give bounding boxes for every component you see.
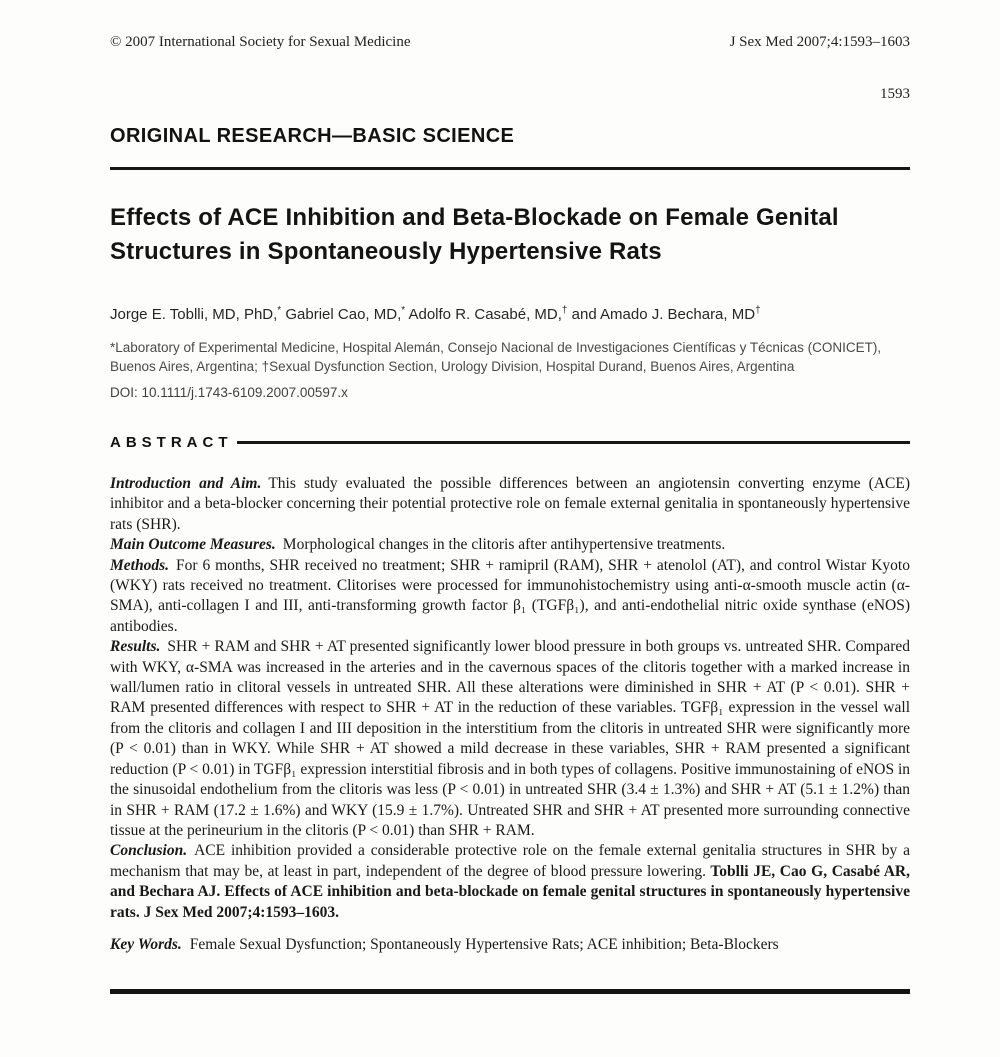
section-heading: ORIGINAL RESEARCH—BASIC SCIENCE [110, 125, 515, 147]
abstract-section-conclusion [110, 841, 910, 923]
abstract-heading-row [110, 434, 910, 451]
article-title: Effects of ACE Inhibition and Beta-Blockade on Female Genital Structures in Spontaneously Hypertensive Rats [110, 204, 839, 265]
section-label: Methods. [110, 556, 169, 574]
section-citation: Toblli JE, Cao G, Casabé AR, and Bechara AJ. Effects of ACE inhibition and beta-blockade on female genital structures in spontaneously hypertensive rats. J Sex Med 2007;4:1593–1603. [110, 862, 910, 921]
section-text: SHR + RAM and SHR + AT presented significantly lower blood pressure in both groups vs. untreated SHR. Compared with WKY, α-SMA was increased in the arteries and in the cavernous spaces of the clitoris together with a marked increase in wall/lumen ratio in clitoral vessels in untreated SHR. All these alterations were diminished in SHR + AT (P < 0.01). SHR + RAM presented differences with respect to SHR + AT in the reduction of these variables. TGFβ₁ expression in the vessel wall from the clitoris and collagen I and III deposition in the interstitium from the clitoris in untreated SHR were significantly more (P < 0.01) than in WKY. While SHR + AT showed a mild decrease in these variables, SHR + RAM presented a significant reduction (P < 0.01) in TGFβ₁ expression interstitial fibrosis and in both types of collagens. Positive immunostaining of eNOS in the sinusoidal endothelium from the clitoris was less (P < 0.01) in untreated SHR (3.4 ± 1.3%) and SHR + AT (5.1 ± 1.2%) than in SHR + RAM (17.2 ± 1.6%) and WKY (15.9 ± 1.7%). Untreated SHR and SHR + AT presented more surrounding connective tissue at the perineurium in the clitoris (P < 0.01) than SHR + RAM. [110, 638, 910, 839]
abstract-body [110, 474, 910, 923]
section-label: Main Outcome Measures. [110, 536, 276, 554]
page-header [110, 33, 910, 51]
copyright-notice: © 2007 International Society for Sexual Medicine [110, 34, 411, 50]
journal-citation: J Sex Med 2007;4:1593–1603 [729, 34, 910, 50]
footer-rule [110, 989, 910, 994]
keywords-text: Female Sexual Dysfunction; Spontaneously Hypertensive Rats; ACE inhibition; Beta-Blockers [189, 935, 779, 953]
author-name: Adolfo R. Casabé, MD, [405, 306, 562, 323]
abstract-rule [237, 441, 911, 444]
keywords-label: Key Words. [110, 935, 182, 953]
abstract-heading: ABSTRACT [110, 434, 233, 451]
author-affiliation-mark: † [755, 305, 761, 316]
section-text: Morphological changes in the clitoris after antihypertensive treatments. [282, 536, 726, 554]
author-line [110, 306, 910, 324]
author-affiliation-mark: † [561, 305, 568, 316]
page-content [110, 33, 910, 994]
author-name: Jorge E. Toblli, MD, PhD, [110, 306, 278, 323]
author-name: Gabriel Cao, MD, [281, 306, 402, 323]
abstract-section-introduction [110, 474, 910, 535]
header-rule [110, 167, 910, 170]
section-text: This study evaluated the possible differences between an angiotensin converting enzyme (ACE) inhibitor and a beta-blocker concerning their potential protective role on female external genitalia in spontaneously hypertensive rats (SHR). [110, 475, 910, 533]
section-text: ACE inhibition provided a considerable protective role on the female external genitalia structures in SHR by a mechanism that may be, at least in part, independent of the degree of blood pressure lowering. [110, 842, 910, 880]
page-number: 1593 [880, 86, 910, 102]
section-text: For 6 months, SHR received no treatment; SHR + ramipril (RAM), SHR + atenolol (AT), and control Wistar Kyoto (WKY) rats received no treatment. Clitorises were processed for immunohistochemistry using anti-α-smooth muscle actin (α-SMA), anti-collagen I and III, anti-transforming growth factor β₁ (TGFβ₁), and anti-endothelial nitric oxide synthase (eNOS) antibodies. [110, 556, 910, 635]
abstract-section-outcome-measures [110, 535, 910, 555]
section-label: Introduction and Aim. [110, 475, 262, 492]
author-affiliation-mark: * [277, 305, 282, 316]
abstract-section-methods [110, 556, 910, 638]
section-label: Results. [110, 638, 161, 656]
author-affiliation-mark: * [401, 305, 406, 316]
abstract-section-results [110, 637, 910, 841]
doi-text: DOI: 10.1111/j.1743-6109.2007.00597.x [110, 385, 348, 400]
affiliations-text: *Laboratory of Experimental Medicine, Hospital Alemán, Consejo Nacional de Investigaciones Científicas y Técnicas (CONICET), Buenos Aires, Argentina; †Sexual Dysfunction Section, Urology Division, Hospital Durand, Buenos Aires, Argentina [110, 340, 882, 374]
author-name: and Amado J. Bechara, MD [567, 306, 756, 323]
keywords-line [110, 935, 910, 955]
section-label: Conclusion. [110, 842, 188, 860]
